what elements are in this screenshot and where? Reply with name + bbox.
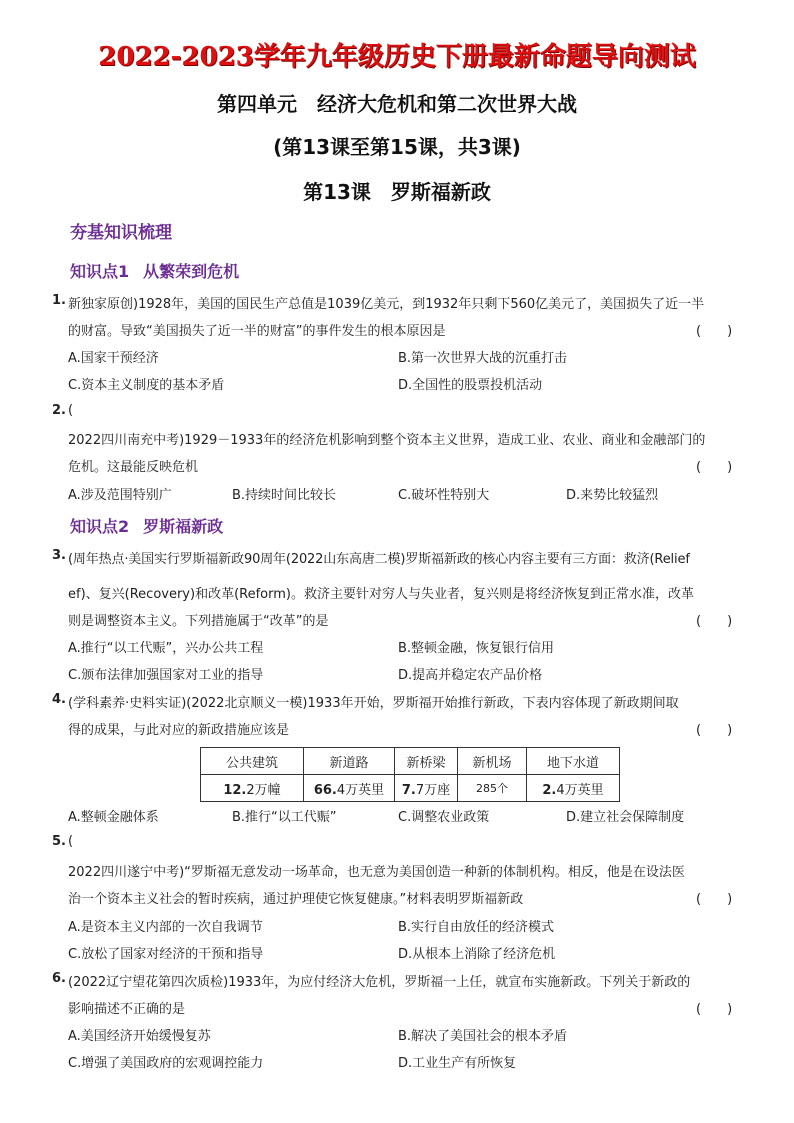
question-number: 4.	[52, 692, 66, 707]
question-text-line: ef)、复兴(Recovery)和改革(Reform)。救济主要针对穷人与失业者，复兴则是将经济恢复到正常水准，改革	[68, 587, 694, 602]
knowledge-point-title: 罗斯福新政	[143, 517, 224, 536]
table-header-cell: 新道路	[304, 748, 395, 775]
option-a: A.推行“以工代赈”，兴办公共工程	[68, 641, 264, 656]
option-d: D.提高并稳定农产品价格	[398, 668, 543, 683]
answer-blank: ( )	[696, 460, 733, 475]
section-heading: 夯基知识梳理	[70, 223, 172, 243]
question-number: 1.	[52, 293, 66, 308]
table-row	[201, 775, 620, 802]
option-a: A.涉及范围特别广	[68, 488, 172, 503]
option-d: D.工业生产有所恢复	[398, 1056, 517, 1071]
option-d: D.全国性的股票投机活动	[398, 378, 543, 393]
main-title: 2022-2023学年九年级历史下册最新命题导向测试	[98, 42, 696, 72]
question-text-line: 危机。这最能反映危机	[68, 460, 199, 475]
table-cell: 285个	[458, 775, 527, 802]
table-header-cell: 新机场	[458, 748, 527, 775]
option-b: B.推行“以工代赈”	[232, 810, 337, 825]
question-text-line: (2022辽宁望花第四次质检)1933年，为应付经济大危机，罗斯福一上任，就宣布实施新政。下列关于新政的	[68, 975, 691, 990]
option-a: A.整顿金融体系	[68, 810, 159, 825]
answer-blank: ( )	[696, 1002, 733, 1017]
answer-blank: ( )	[696, 892, 733, 907]
question-text-line: (周年热点·美国实行罗斯福新政90周年(2022山东高唐二模)罗斯福新政的核心内容主要有三方面：救济(Relief	[68, 552, 690, 567]
question-text-line: (学科素养·史料实证)(2022北京顺义一模)1933年开始，罗斯福开始推行新政，下表内容体现了新政期间取	[68, 696, 679, 711]
question-text-line: 2022四川南充中考)1929－1933年的经济危机影响到整个资本主义世界，造成工业、农业、商业和金融部门的	[68, 433, 706, 448]
option-b: B.实行自由放任的经济模式	[398, 920, 555, 935]
option-c: C.放松了国家对经济的干预和指导	[68, 947, 264, 962]
lesson-range-title: (第13课至第15课，共3课)	[273, 135, 521, 159]
knowledge-point-label: 知识点2	[70, 517, 130, 536]
knowledge-point-label: 知识点1	[70, 262, 130, 281]
achievement-table	[200, 747, 620, 802]
option-c: C.增强了美国政府的宏观调控能力	[68, 1056, 264, 1071]
table-cell: 12.2万幢	[201, 775, 304, 802]
answer-blank: ( )	[696, 723, 733, 738]
option-c: C.资本主义制度的基本矛盾	[68, 378, 225, 393]
option-d: D.来势比较猛烈	[566, 488, 659, 503]
question-number: 2.	[52, 403, 66, 418]
question-text-line: 影响描述不正确的是	[68, 1002, 186, 1017]
table-header-cell: 地下水道	[527, 748, 620, 775]
option-b: B.整顿金融，恢复银行信用	[398, 641, 555, 656]
table-cell: 2.4万英里	[527, 775, 620, 802]
table-cell: 7.7万座	[395, 775, 458, 802]
question-text-line: 2022四川遂宁中考)“罗斯福无意发动一场革命，也无意为美国创造一种新的体制机构。相反，他是在设法医	[68, 865, 685, 880]
option-a: A.美国经济开始缓慢复苏	[68, 1029, 211, 1044]
table-header-cell: 新桥梁	[395, 748, 458, 775]
question-number: 3.	[52, 548, 66, 563]
option-d: D.建立社会保障制度	[566, 810, 685, 825]
table-header-row	[201, 748, 620, 775]
option-d: D.从根本上消除了经济危机	[398, 947, 556, 962]
option-b: B.持续时间比较长	[232, 488, 337, 503]
knowledge-point-title: 从繁荣到危机	[143, 262, 240, 281]
question-text-line: 得的成果，与此对应的新政措施应该是	[68, 723, 290, 738]
question-text-line: (	[68, 834, 74, 849]
option-b: B.第一次世界大战的沉重打击	[398, 351, 568, 366]
option-c: C.破坏性特别大	[398, 488, 490, 503]
question-text-line: 新独家原创)1928年，美国的国民生产总值是1039亿美元，到1932年只剩下560亿美元了，美国损失了近一半	[68, 297, 705, 312]
table-header-cell: 公共建筑	[201, 748, 304, 775]
lesson-title: 第13课 罗斯福新政	[303, 180, 491, 204]
question-text-line: 治一个资本主义社会的暂时疾病，通过护理使它恢复健康。”材料表明罗斯福新政	[68, 892, 524, 907]
table-cell: 66.4万英里	[304, 775, 395, 802]
option-c: C.调整农业政策	[398, 810, 490, 825]
question-number: 6.	[52, 971, 66, 986]
question-text-line: 的财富。导致“美国损失了近一半的财富”的事件发生的根本原因是	[68, 324, 446, 339]
question-text-line: (	[68, 403, 74, 418]
option-a: A.是资本主义内部的一次自我调节	[68, 920, 263, 935]
option-a: A.国家干预经济	[68, 351, 159, 366]
knowledge-point-heading	[70, 514, 223, 537]
option-c: C.颁布法律加强国家对工业的指导	[68, 668, 264, 683]
answer-blank: ( )	[696, 614, 733, 629]
knowledge-point-heading	[70, 259, 239, 282]
unit-title: 第四单元 经济大危机和第二次世界大战	[217, 92, 577, 116]
option-b: B.解决了美国社会的根本矛盾	[398, 1029, 568, 1044]
answer-blank: ( )	[696, 324, 733, 339]
question-number: 5.	[52, 834, 66, 849]
question-text-line: 则是调整资本主义。下列措施属于“改革”的是	[68, 614, 329, 629]
